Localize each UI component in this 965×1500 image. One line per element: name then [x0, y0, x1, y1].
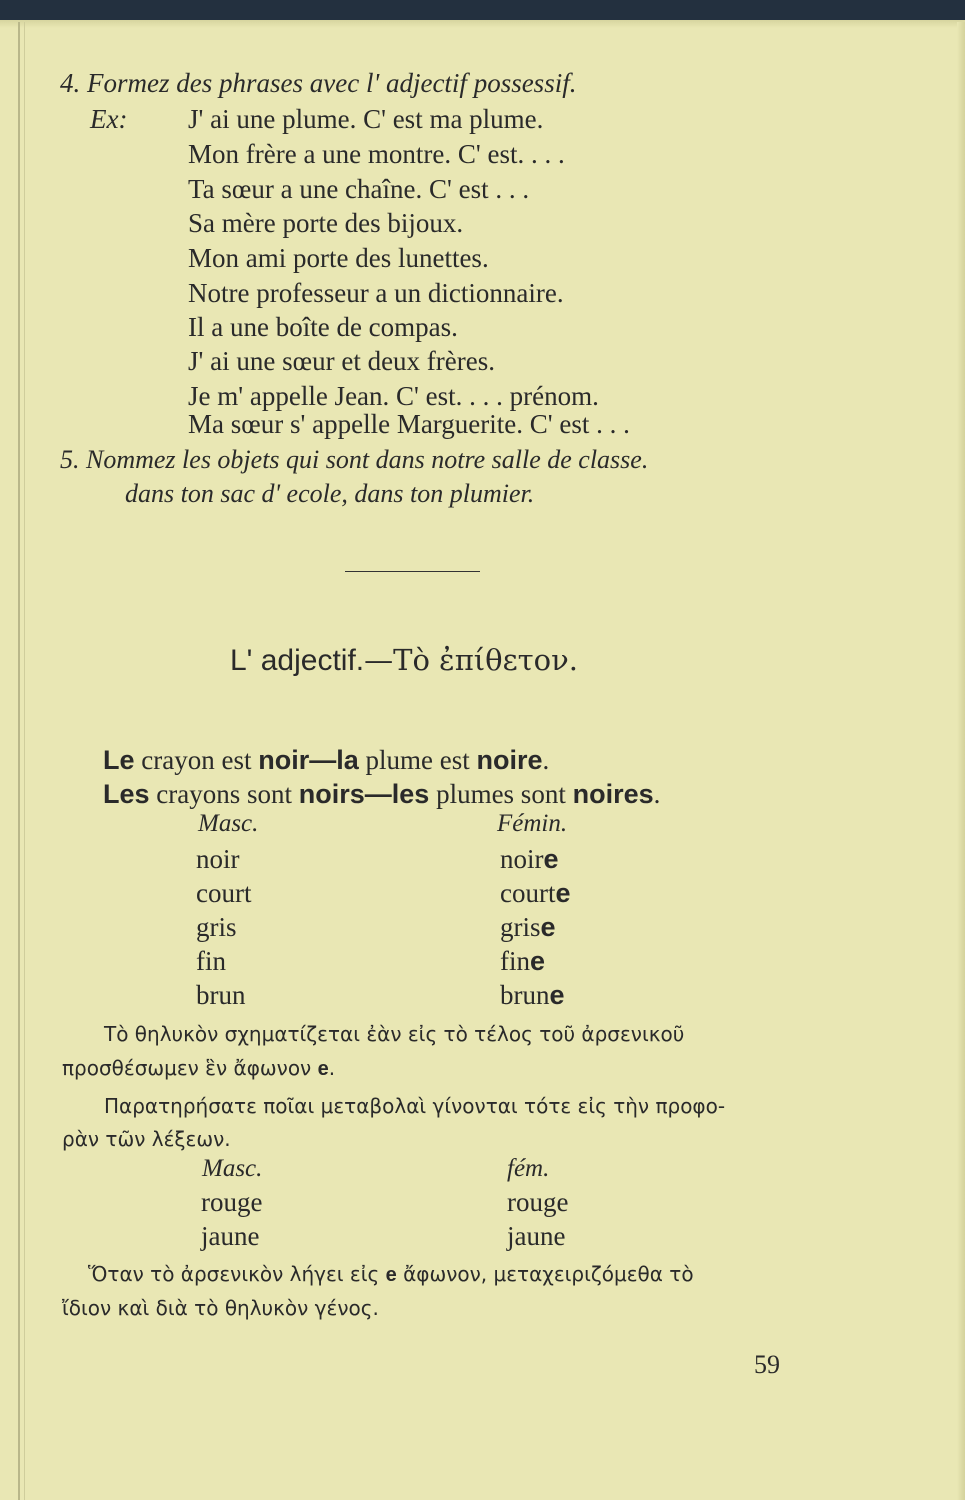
greek-final-line-1 [88, 1262, 694, 1287]
bold-adjective: noires [572, 779, 654, 809]
page-number: 59 [754, 1350, 780, 1379]
fem-stem: gris [500, 912, 541, 942]
masc-header: Masc. [198, 810, 259, 837]
bold-article: Les [103, 779, 150, 809]
fem-stem: brun [500, 980, 550, 1010]
exercise-4-line-9: Je m' appelle Jean. C' est. . . . prénom. [188, 381, 599, 411]
plain-text: crayons sont [149, 779, 299, 809]
fem-word [500, 980, 565, 1011]
page-gutter-line [18, 22, 20, 1500]
fem-word [500, 844, 559, 875]
section-title-fr: L' adjectif. [230, 644, 365, 677]
bold-adjective: noire [476, 745, 543, 775]
fem-header-2: fém. [507, 1155, 550, 1182]
section-divider [345, 571, 480, 572]
greek-text: προσθέσωμεν ἓν ἄφωνον [62, 1056, 318, 1080]
fem-word [500, 946, 545, 977]
exercise-4-line-5: Mon ami porte des lunettes. [188, 243, 489, 273]
greek-rule-line-1: Τὸ θηλυκὸν σχηματίζεται ἐὰν εἰς τὸ τέλος τοῦ ἀρσενικοῦ [104, 1022, 685, 1046]
plain-text: plumes sont [429, 779, 573, 809]
fem-stem: noir [500, 844, 544, 874]
exercise-4-line-1: J' ai une plume. C' est ma plume. [188, 104, 544, 134]
plain-text: plume est [358, 745, 477, 775]
fem-ending: e [530, 946, 546, 976]
exercise-5-line-1: 5. Nommez les objets qui sont dans notre salle de classe. [60, 445, 649, 474]
exercise-4-line-4: Sa mère porte des bijoux. [188, 208, 464, 238]
fem-word [500, 878, 571, 909]
section-title [230, 643, 578, 678]
bold-adjective: noir—la [258, 745, 359, 775]
scan-top-border [0, 0, 965, 22]
exercise-4-title: 4. Formez des phrases avec l' adjectif possessif. [60, 68, 577, 98]
greek-text: ἄφωνον, μεταχειριζόμεθα τὸ [396, 1262, 694, 1286]
exercise-5-line-2: dans ton sac d' ecole, dans ton plumier. [125, 479, 535, 508]
fem-stem: fin [500, 946, 530, 976]
exercise-4-line-6: Notre professeur a un dictionnaire. [188, 278, 564, 308]
greek-rule-line-2 [62, 1056, 335, 1081]
fem-word [500, 912, 556, 943]
greek-final-line-2: ἴδιον καὶ διὰ τὸ θηλυκὸν γένος. [62, 1296, 379, 1320]
bold-article: Le [103, 745, 135, 775]
masc-word: gris [196, 912, 237, 942]
exercise-4-line-2: Mon frère a une montre. C' est. . . . [188, 139, 565, 169]
example-sentence-singular [103, 745, 549, 776]
masc-word: fin [196, 946, 226, 976]
masc-header-2: Masc. [202, 1155, 263, 1182]
bold-letter: e [385, 1264, 397, 1286]
masc-word: court [196, 878, 252, 908]
example-sentence-plural [103, 779, 660, 810]
fem-header: Fémin. [497, 810, 568, 837]
greek-text: Ὅταν τὸ ἀρσενικὸν λήγει εἰς [88, 1262, 386, 1286]
fem-word-2: rouge [507, 1187, 569, 1217]
punctuation: . [542, 745, 550, 775]
page-gutter-line-inner [24, 22, 25, 1500]
punctuation: . [328, 1056, 336, 1080]
plain-text: crayon est [134, 745, 259, 775]
section-title-gr: —Τὸ ἐπίθετον. [364, 643, 578, 677]
exercise-4-line-3: Ta sœur a une chaîne. C' est . . . [188, 174, 530, 204]
fem-stem: court [500, 878, 556, 908]
exercise-4-line-7: Il a une boîte de compas. [188, 312, 458, 342]
masc-word: noir [196, 844, 240, 874]
fem-word-2: jaune [507, 1221, 566, 1251]
masc-word: brun [196, 980, 246, 1010]
page-right-edge [957, 22, 965, 1500]
greek-note-line-2: ρὰν τῶν λέξεων. [62, 1127, 231, 1151]
bold-adjective: noirs—les [298, 779, 430, 809]
punctuation: . [653, 779, 661, 809]
bold-letter: e [317, 1058, 329, 1080]
masc-word-2: rouge [201, 1187, 263, 1217]
exercise-4-line-10: Ma sœur s' appelle Marguerite. C' est . . . [188, 409, 630, 439]
fem-ending: e [543, 844, 559, 874]
exercise-4-line-8: J' ai une sœur et deux frères. [188, 346, 496, 376]
fem-ending: e [549, 980, 565, 1010]
greek-note-line-1: Παρατηρήσατε ποῖαι μεταβολαὶ γίνονται τότε εἰς τὴν προφο- [104, 1094, 726, 1118]
masc-word-2: jaune [201, 1221, 260, 1251]
fem-ending: e [540, 912, 556, 942]
example-label: Ex: [90, 104, 128, 134]
fem-ending: e [555, 878, 571, 908]
